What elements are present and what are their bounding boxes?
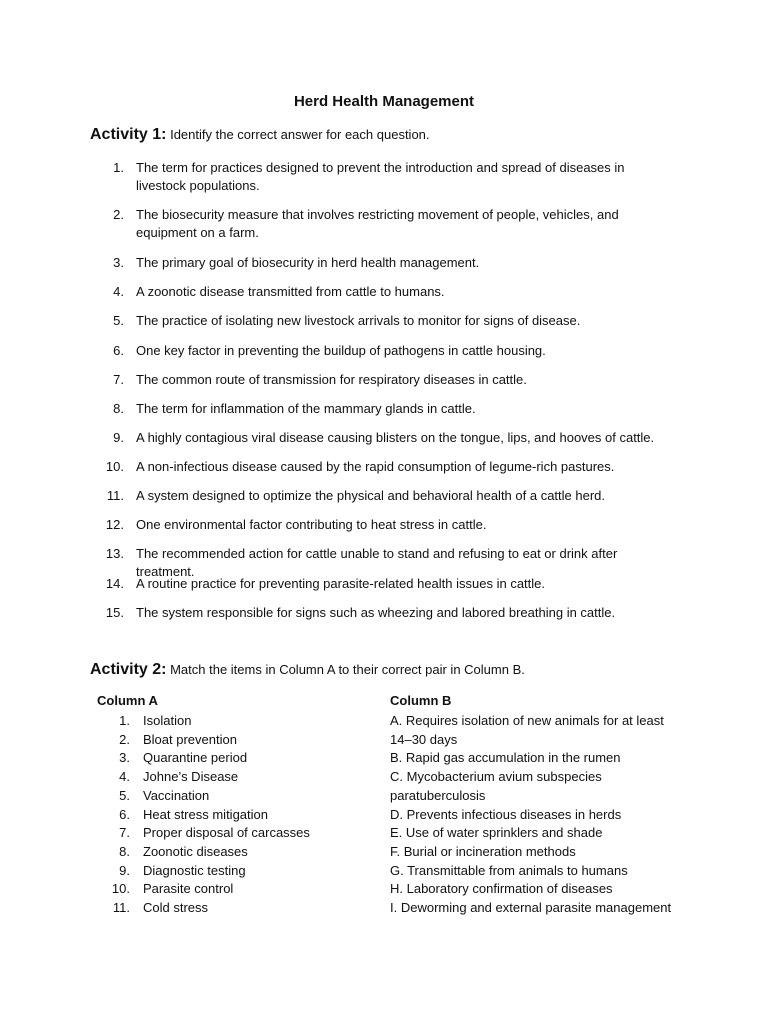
question-text: The biosecurity measure that involves restricting movement of people, vehicles, and equipment on a farm. — [136, 207, 619, 240]
column-a-text: Vaccination — [143, 787, 210, 803]
column-b-item: H. Laboratory confirmation of diseases — [390, 881, 613, 897]
question-text: A system designed to optimize the physical and behavioral health of a cattle herd. — [136, 488, 606, 503]
question-number: 11. — [106, 488, 124, 503]
column-b-item: B. Rapid gas accumulation in the rumen — [390, 750, 621, 766]
activity-2-instruction: Match the items in Column A to their correct pair in Column B. — [170, 662, 525, 677]
column-a-text: Cold stress — [143, 900, 209, 915]
activity-2-heading — [90, 661, 525, 679]
column-b-item: E. Use of water sprinklers and shade — [390, 825, 603, 841]
question-number: 14. — [105, 576, 124, 591]
column-a-number: 7. — [119, 825, 130, 841]
question-number: 1. — [113, 160, 124, 175]
question-number: 12. — [105, 517, 124, 532]
column-a-number: 6. — [119, 806, 130, 822]
page-title: Herd Health Management — [293, 93, 475, 110]
question-text: A non-infectious disease caused by the rapid consumption of legume-rich pastures. — [136, 459, 615, 474]
activity-1-instruction: Identify the correct answer for each question. — [170, 127, 430, 142]
question-text: A zoonotic disease transmitted from cattle to humans. — [136, 284, 445, 299]
question-text: A highly contagious viral disease causing blisters on the tongue, lips, and hooves of cattle. — [136, 430, 655, 445]
column-b-item: I. Deworming and external parasite management — [390, 900, 672, 915]
question-text: The primary goal of biosecurity in herd health management. — [136, 255, 480, 270]
column-a-number: 9. — [119, 862, 130, 878]
column-b-item: C. Mycobacterium avium subspecies — [390, 769, 602, 785]
question-number: 10. — [105, 459, 124, 474]
question-number: 8. — [113, 401, 124, 416]
question-number: 9. — [113, 430, 124, 445]
question-number: 13. — [105, 546, 124, 561]
column-a-number: 1. — [119, 713, 130, 728]
activity-2-label: Activity 2: — [90, 661, 167, 678]
question-number: 2. — [113, 207, 124, 222]
question-text: A routine practice for preventing parasite-related health issues in cattle. — [136, 576, 546, 591]
column-a-text: Quarantine period — [143, 750, 248, 766]
question-text: The recommended action for cattle unable to stand and refusing to eat or drink after treatment. — [136, 546, 618, 579]
column-b-item: D. Prevents infectious diseases in herds — [390, 806, 622, 822]
column-a-number: 3. — [119, 750, 130, 766]
column-a-number: 2. — [119, 731, 130, 747]
column-a-text: Proper disposal of carcasses — [143, 825, 310, 841]
column-b-item: F. Burial or incineration methods — [390, 843, 576, 859]
question-text: One environmental factor contributing to heat stress in cattle. — [136, 517, 487, 532]
column-a-number: 11. — [112, 900, 130, 915]
activity-1-label: Activity 1: — [90, 126, 167, 143]
column-b-item: paratuberculosis — [390, 787, 486, 803]
column-a-text: Diagnostic testing — [143, 862, 246, 878]
question-number: 15. — [105, 605, 124, 620]
question-number: 3. — [113, 255, 124, 270]
column-a-number: 8. — [119, 843, 130, 859]
column-b-item: G. Transmittable from animals to humans — [390, 862, 628, 878]
column-a-text: Isolation — [143, 713, 192, 728]
column-b-header: Column B — [390, 693, 452, 708]
question-text: The common route of transmission for respiratory diseases in cattle. — [136, 372, 527, 387]
question-number: 4. — [113, 284, 124, 299]
question-number: 5. — [113, 313, 124, 328]
question-number: 6. — [113, 343, 124, 358]
column-a-number: 5. — [119, 787, 130, 803]
column-a-text: Parasite control — [143, 881, 234, 897]
question-text: The system responsible for signs such as wheezing and labored breathing in cattle. — [136, 605, 616, 620]
column-a-text: Zoonotic diseases — [143, 843, 248, 859]
question-text: One key factor in preventing the buildup of pathogens in cattle housing. — [136, 343, 546, 358]
column-a-number: 4. — [119, 769, 130, 785]
question-text: The term for inflammation of the mammary glands in cattle. — [136, 401, 476, 416]
column-b-item: A. Requires isolation of new animals for at least — [390, 713, 664, 728]
column-a-header: Column A — [97, 693, 158, 708]
activity-1-heading — [90, 126, 430, 144]
column-a-number: 10. — [111, 881, 130, 897]
column-b-item: 14–30 days — [390, 731, 458, 747]
question-text: The practice of isolating new livestock arrivals to monitor for signs of disease. — [136, 313, 581, 328]
column-a-text: Heat stress mitigation — [143, 806, 268, 822]
question-number: 7. — [113, 372, 124, 387]
question-text: The term for practices designed to prevent the introduction and spread of diseases in livestock populations. — [136, 160, 625, 193]
column-a-text: Johne’s Disease — [143, 769, 239, 785]
column-a-text: Bloat prevention — [143, 731, 237, 747]
